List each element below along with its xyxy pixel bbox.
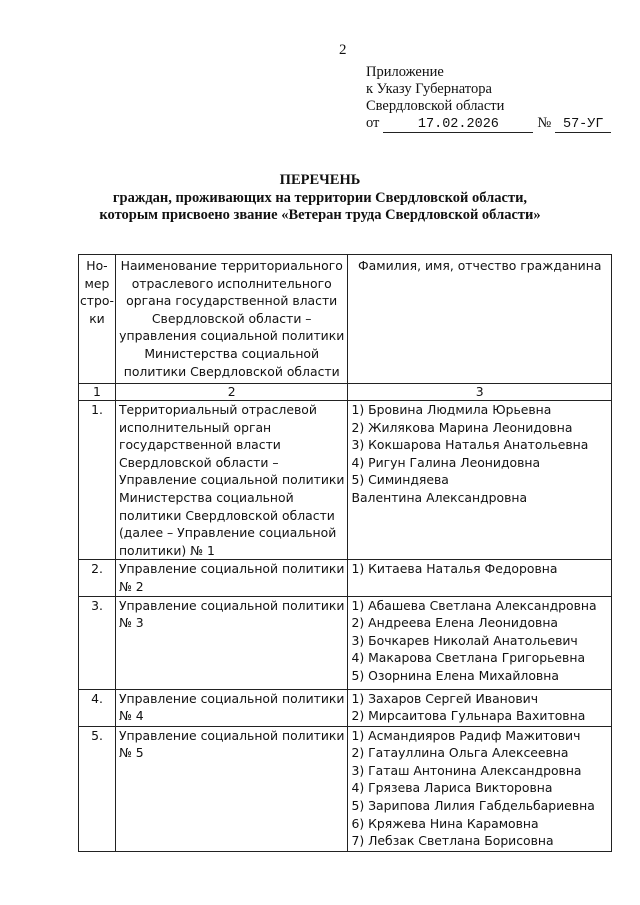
names-cell [348, 401, 612, 560]
citizen-name: 2) Мирсаитова Гульнара Вахитовна [351, 708, 586, 724]
org-text: № 5 [118, 745, 144, 761]
appendix-line: к Указу Губернатора [366, 81, 492, 97]
decree-date: 17.02.2026 [383, 118, 533, 133]
citizen-name: 3) Гаташ Антонина Александровна [351, 762, 582, 778]
org-text: Управление социальной политики [118, 690, 345, 706]
document-title [0, 172, 640, 225]
citizen-name: 1) Асмандияров Радиф Мажитович [351, 727, 581, 743]
decree-number: 57-УГ [555, 118, 611, 133]
title-subtitle-1: граждан, проживающих на территории Свердловской области, [112, 189, 528, 206]
org-text: Управление социальной политики [118, 727, 345, 743]
citizen-name: 5) Симиндяева [351, 472, 449, 488]
appendix-line: Приложение [366, 64, 444, 80]
org-text: исполнительный орган [118, 419, 272, 435]
citizen-name: 4) Ригун Галина Леонидовна [351, 454, 541, 470]
org-text: Территориальный отраслевой [118, 402, 317, 417]
citizen-name: 3) Кокшарова Наталья Анатольевна [351, 437, 589, 453]
org-text: политики) № 1 [118, 542, 215, 558]
row-number: 5. [79, 726, 116, 851]
citizen-name: 1) Захаров Сергей Иванович [351, 690, 539, 706]
row-number: 1. [79, 401, 116, 560]
organization-cell [115, 560, 348, 596]
column-index: 2 [115, 384, 348, 401]
citizen-name: 2) Гатауллина Ольга Алексеевна [351, 745, 569, 761]
date-prefix: от [366, 115, 380, 131]
row-number: 2. [79, 560, 116, 596]
citizen-name: 2) Жилякова Марина Леонидовна [351, 419, 573, 435]
column-index: 3 [348, 384, 612, 401]
header-organization [115, 255, 348, 384]
organization-cell [115, 726, 348, 851]
column-index: 1 [79, 384, 116, 401]
header-text: ки [89, 310, 105, 326]
title-subtitle-2: которым присвоено звание «Ветеран труда Свердловской области» [99, 207, 541, 223]
header-text: стро- [80, 293, 114, 309]
header-text: управления социальной политики [119, 328, 345, 344]
veterans-table [78, 254, 612, 852]
org-text: Свердловской области – [118, 454, 279, 470]
citizen-name: 5) Зарипова Лилия Габдельбариевна [351, 797, 595, 813]
header-text: Наименование территориального [120, 258, 343, 273]
organization-cell [115, 689, 348, 726]
org-text: № 2 [118, 578, 144, 594]
table-row [79, 689, 612, 726]
org-text: № 4 [118, 708, 144, 724]
number-sign: № [537, 115, 552, 131]
names-cell [348, 596, 612, 689]
table-header-row [79, 255, 612, 384]
citizen-name: 1) Китаева Наталья Федоровна [351, 561, 558, 577]
organization-cell [115, 596, 348, 689]
citizen-name: 1) Бровина Людмила Юрьевна [351, 402, 552, 417]
table-row [79, 401, 612, 560]
org-text: № 3 [118, 615, 144, 631]
table-row [79, 596, 612, 689]
page-number: 2 [339, 42, 347, 58]
org-text: (далее – Управление социальной [118, 525, 337, 541]
org-text: политики Свердловской области [118, 507, 335, 523]
citizen-name: 6) Кряжева Нина Карамовна [351, 815, 539, 831]
row-number: 4. [79, 689, 116, 726]
citizen-name: 4) Макарова Светлана Григорьевна [351, 650, 586, 666]
header-row-number [79, 255, 116, 384]
names-cell [348, 689, 612, 726]
citizen-name: 2) Андреева Елена Леонидовна [351, 615, 559, 631]
header-text: мер [84, 275, 110, 291]
header-text: отраслевого исполнительного [131, 275, 332, 291]
citizen-name: 7) Лебзак Светлана Борисовна [351, 833, 554, 849]
appendix-line: Свердловской области [366, 98, 505, 114]
org-text: Управление социальной политики [118, 472, 345, 488]
citizen-name: 3) Бочкарев Николай Анатольевич [351, 632, 578, 648]
header-text: Но- [86, 258, 108, 273]
header-text: органа государственной власти [126, 293, 338, 309]
row-number: 3. [79, 596, 116, 689]
org-text: Министерства социальной [118, 489, 294, 505]
citizen-name: 1) Абашева Светлана Александровна [351, 597, 597, 613]
appendix-block [366, 64, 611, 133]
citizen-name: 5) Озорнина Елена Михайловна [351, 667, 559, 683]
header-text: политики Свердловской области [123, 363, 340, 379]
organization-cell [115, 401, 348, 560]
org-text: Управление социальной политики [118, 561, 345, 577]
table-row [79, 726, 612, 851]
column-index-row [79, 384, 612, 401]
citizen-name: Валентина Александровна [351, 489, 528, 505]
org-text: Управление социальной политики [118, 597, 345, 613]
names-cell [348, 726, 612, 851]
header-full-name: Фамилия, имя, отчество гражданина [348, 255, 612, 384]
title-heading: ПЕРЕЧЕНЬ [279, 172, 361, 188]
names-cell [348, 560, 612, 596]
citizen-name: 4) Грязева Лариса Викторовна [351, 780, 553, 796]
org-text: государственной власти [118, 437, 281, 453]
header-text: Министерства социальной [144, 345, 320, 361]
appendix-date-line [366, 115, 611, 133]
table-row [79, 560, 612, 596]
header-text: Свердловской области – [151, 310, 312, 326]
